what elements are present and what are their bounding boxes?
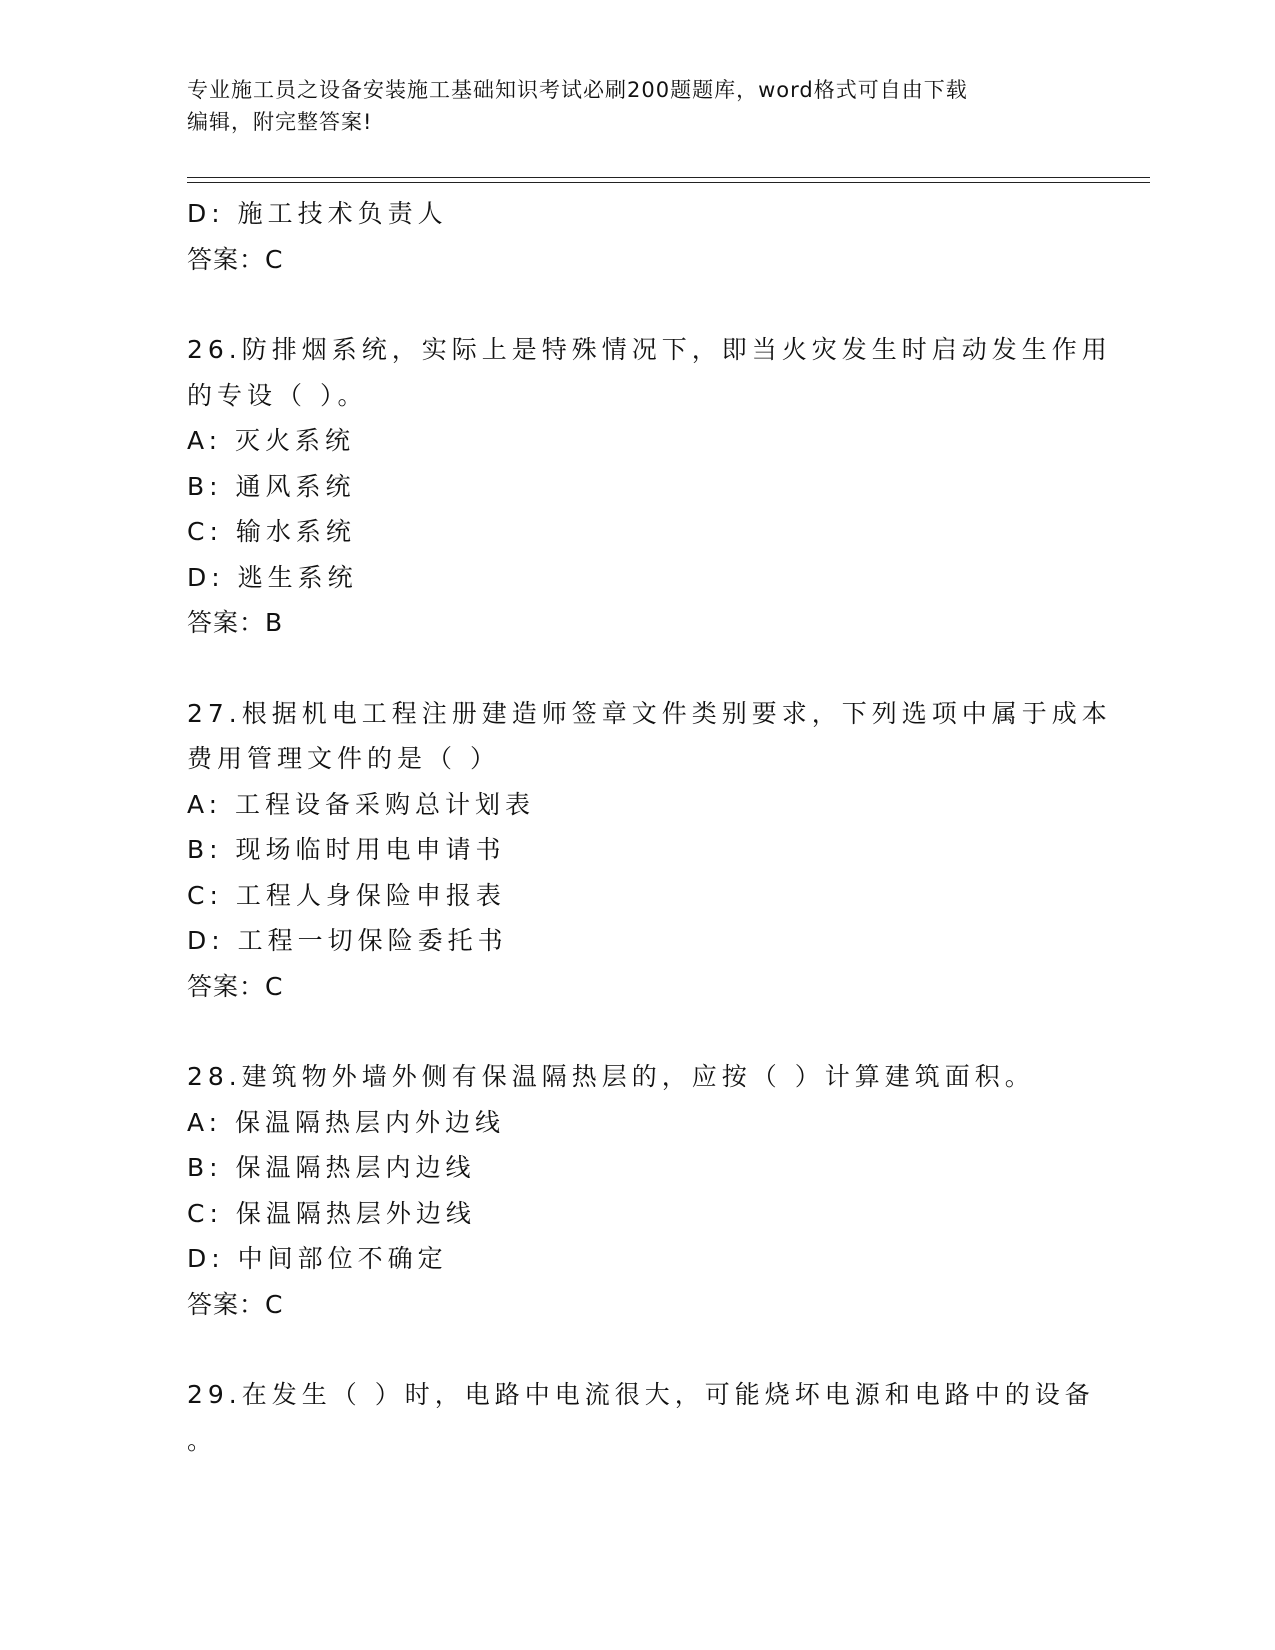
header-title-line2: 编辑，附完整答案! — [187, 110, 373, 134]
option-a: A: 保温隔热层内外边线 — [187, 1107, 506, 1137]
question-28 — [187, 1054, 1087, 1327]
option-d: D: 逃生系统 — [187, 562, 358, 592]
answer-line: 答案：C — [187, 244, 284, 274]
option-a: A: 灭火系统 — [187, 426, 356, 455]
header-double-rule — [187, 177, 1150, 183]
question-stem-continued: 。 — [187, 1425, 218, 1455]
option-b: B: 通风系统 — [187, 471, 356, 501]
spacer — [187, 646, 1087, 691]
question-27 — [187, 691, 1112, 1010]
option-b: B: 现场临时用电申请书 — [187, 835, 506, 864]
answer-line: 答案：C — [187, 1289, 284, 1319]
option-c: C: 工程人身保险申报表 — [187, 880, 506, 910]
spacer — [187, 1009, 1087, 1054]
option-c: C: 输水系统 — [187, 517, 356, 546]
option-a: A: 工程设备采购总计划表 — [187, 789, 536, 819]
question-stem: 28.建筑物外墙外侧有保温隔热层的，应按（ ）计算建筑面积。 — [187, 1062, 1035, 1091]
question-content — [187, 191, 1112, 1463]
question-stem-continued: 费用管理文件的是（ ） — [187, 744, 500, 773]
option-d: D: 施工技术负责人 — [187, 199, 448, 228]
header-title-line1: 专业施工员之设备安装施工基础知识考试必刷200题题库，word格式可自由下载 — [187, 78, 968, 102]
question-26 — [187, 327, 1112, 646]
page-header — [187, 74, 1067, 138]
question-stem: 29.在发生（ ）时，电路中电流很大，可能烧坏电源和电路中的设备 — [187, 1380, 1095, 1409]
question-stem: 26.防排烟系统，实际上是特殊情况下，即当火灾发生时启动发生作用 — [187, 335, 1112, 364]
spacer — [187, 282, 1087, 327]
option-d: D: 工程一切保险委托书 — [187, 926, 508, 955]
answer-line: 答案：B — [187, 608, 284, 637]
question-stem-continued: 的专设（ ）。 — [187, 380, 368, 410]
question-stem: 27.根据机电工程注册建造师签章文件类别要求，下列选项中属于成本 — [187, 698, 1112, 728]
option-d: D: 中间部位不确定 — [187, 1244, 448, 1273]
option-b: B: 保温隔热层内边线 — [187, 1153, 476, 1182]
answer-line: 答案：C — [187, 971, 284, 1001]
option-c: C: 保温隔热层外边线 — [187, 1198, 476, 1228]
spacer — [187, 1327, 1087, 1372]
question-29 — [187, 1372, 1095, 1463]
